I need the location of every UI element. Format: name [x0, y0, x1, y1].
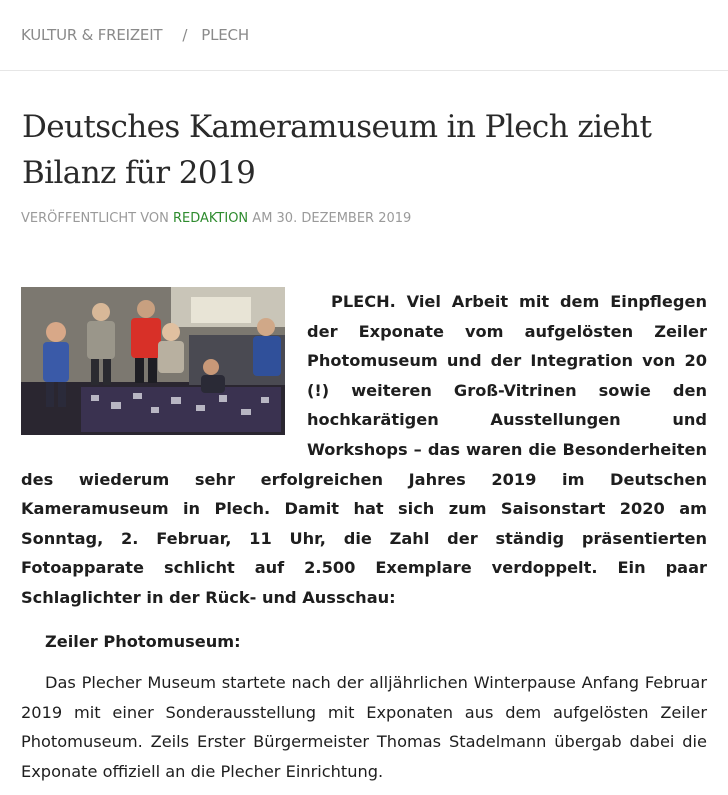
section-heading: Zeiler Photomuseum: [45, 631, 241, 651]
breadcrumb-separator: / [182, 26, 188, 44]
meta-date: AM 30. DEZEMBER 2019 [252, 211, 412, 226]
breadcrumb-current-link[interactable]: PLECH [201, 26, 249, 44]
article-title: Deutsches Kameramuseum in Plech zieht Bilanz für 2019 [22, 109, 652, 191]
breadcrumb [0, 0, 728, 71]
article-body [21, 287, 707, 787]
article-photo [21, 287, 285, 435]
museum-photo-illustration [21, 287, 285, 435]
author-link[interactable]: REDAKTION [172, 211, 249, 226]
article-paragraph: Das Plecher Museum startete nach der alljährlichen Winterpause Anfang Februar 2019 mit einer Sonderausstellung mit Exponaten aus dem aufgelösten Zeiler Photomuseum. Zeils Erster Bürgermeister Thomas Stadelmann übergab dabei die Exponate offiziell an die Plecher Einrichtung. [21, 673, 707, 781]
lead-text: PLECH. Viel Arbeit mit dem Einpflegen der Exponate vom aufgelösten Zeiler Photomuseum und der Integration von 20 (!) weiteren Groß-Vitrinen sowie den hochkarätigen Ausstellungen und Workshops – das waren die Besonderheiten des wiederum sehr erfolgreichen Jahres 2019 im Deutschen Kameramuseum in Plech. Damit hat sich zum Saisonstart 2020 am Sonntag, 2. Februar, 11 Uhr, die Zahl der ständig präsentierten Fotoapparate schlicht auf 2.500 Exemplare verdoppelt. Ein paar Schlaglichter in der Rück- und Ausschau: [21, 292, 707, 607]
meta-prefix: VERÖFFENTLICHT VON [21, 211, 169, 226]
breadcrumb-category-link[interactable]: KULTUR & FREIZEIT [21, 26, 163, 44]
article-meta [21, 211, 411, 226]
